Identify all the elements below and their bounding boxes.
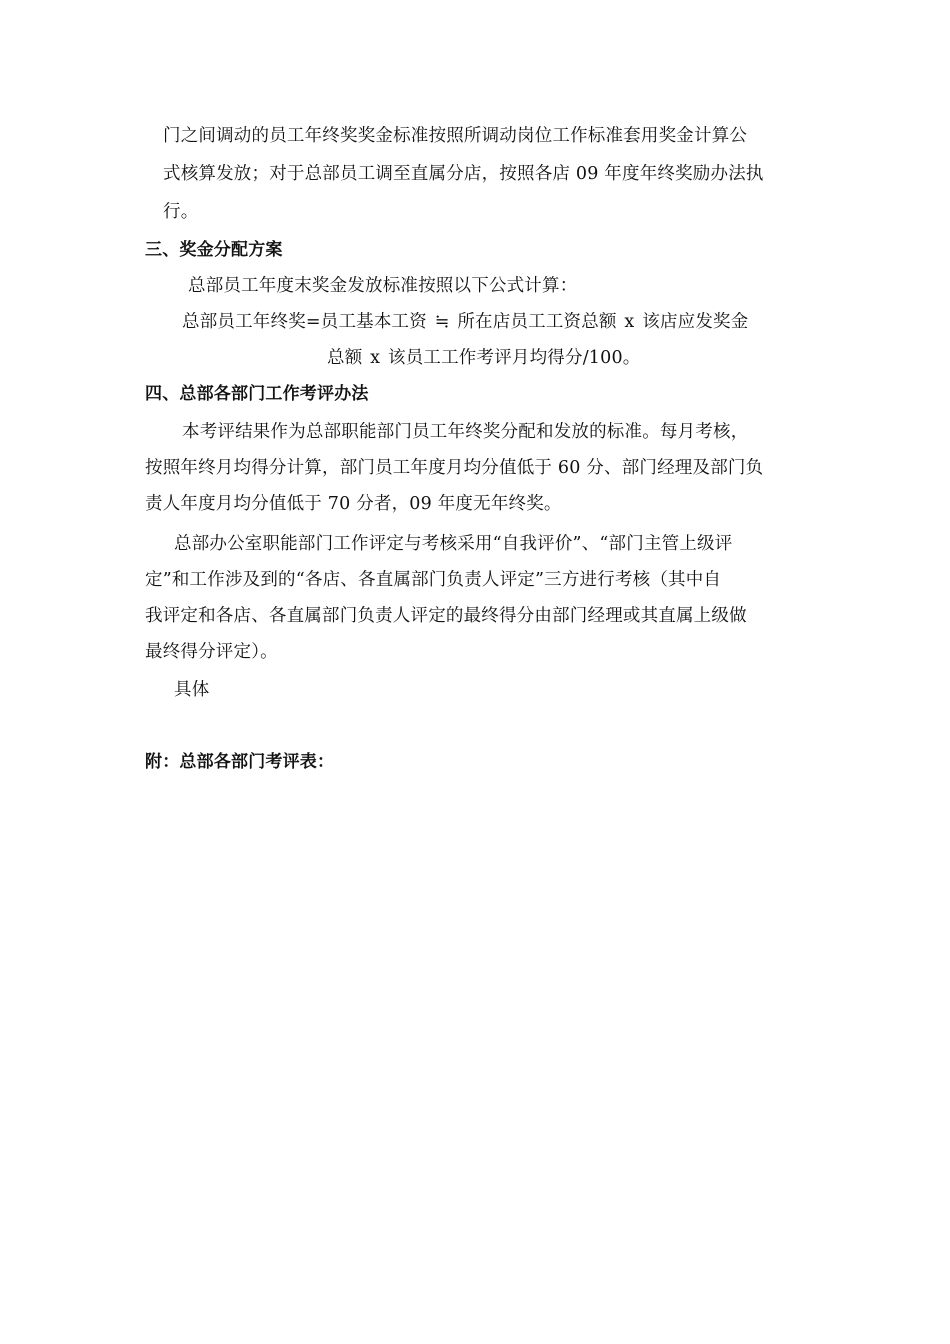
formula-line-1: 总部员工年终奖=员工基本工资 ≒ 所在店员工工资总额 x 该店应发奖金 bbox=[182, 312, 749, 332]
intro-line-3: 行。 bbox=[163, 202, 199, 222]
intro-line-2: 式核算发放；对于总部员工调至直属分店，按照各店 09 年度年终奖励办法执 bbox=[163, 164, 764, 184]
section-3-heading: 三、奖金分配方案 bbox=[145, 240, 283, 260]
section-4-para-2-line-1: 总部办公室职能部门工作评定与考核采用“自我评价”、“部门主管上级评 bbox=[174, 534, 733, 554]
section-3-intro: 总部员工年度末奖金发放标准按照以下公式计算： bbox=[188, 276, 578, 296]
section-4-para-3: 具体 bbox=[174, 680, 210, 700]
formula-line-2: 总额 x 该员工工作考评月均得分/100。 bbox=[327, 348, 641, 368]
section-4-heading: 四、总部各部门工作考评办法 bbox=[145, 384, 369, 404]
section-4-para-2-line-2: 定”和工作涉及到的“各店、各直属部门负责人评定”三方进行考核（其中自 bbox=[145, 570, 722, 590]
section-4-para-1-line-3: 责人年度月均分值低于 70 分者，09 年度无年终奖。 bbox=[145, 494, 562, 514]
section-4-para-2-line-3: 我评定和各店、各直属部门负责人评定的最终得分由部门经理或其直属上级做 bbox=[145, 606, 747, 626]
appendix-heading: 附：总部各部门考评表： bbox=[145, 752, 335, 772]
section-4-para-1-line-2: 按照年终月均得分计算，部门员工年度月均分值低于 60 分、部门经理及部门负 bbox=[145, 458, 764, 478]
section-4-para-1-line-1: 本考评结果作为总部职能部门员工年终奖分配和发放的标准。每月考核， bbox=[182, 422, 749, 442]
intro-line-1: 门之间调动的员工年终奖奖金标准按照所调动岗位工作标准套用奖金计算公 bbox=[163, 126, 748, 146]
section-4-para-2-line-4: 最终得分评定）。 bbox=[145, 642, 278, 662]
